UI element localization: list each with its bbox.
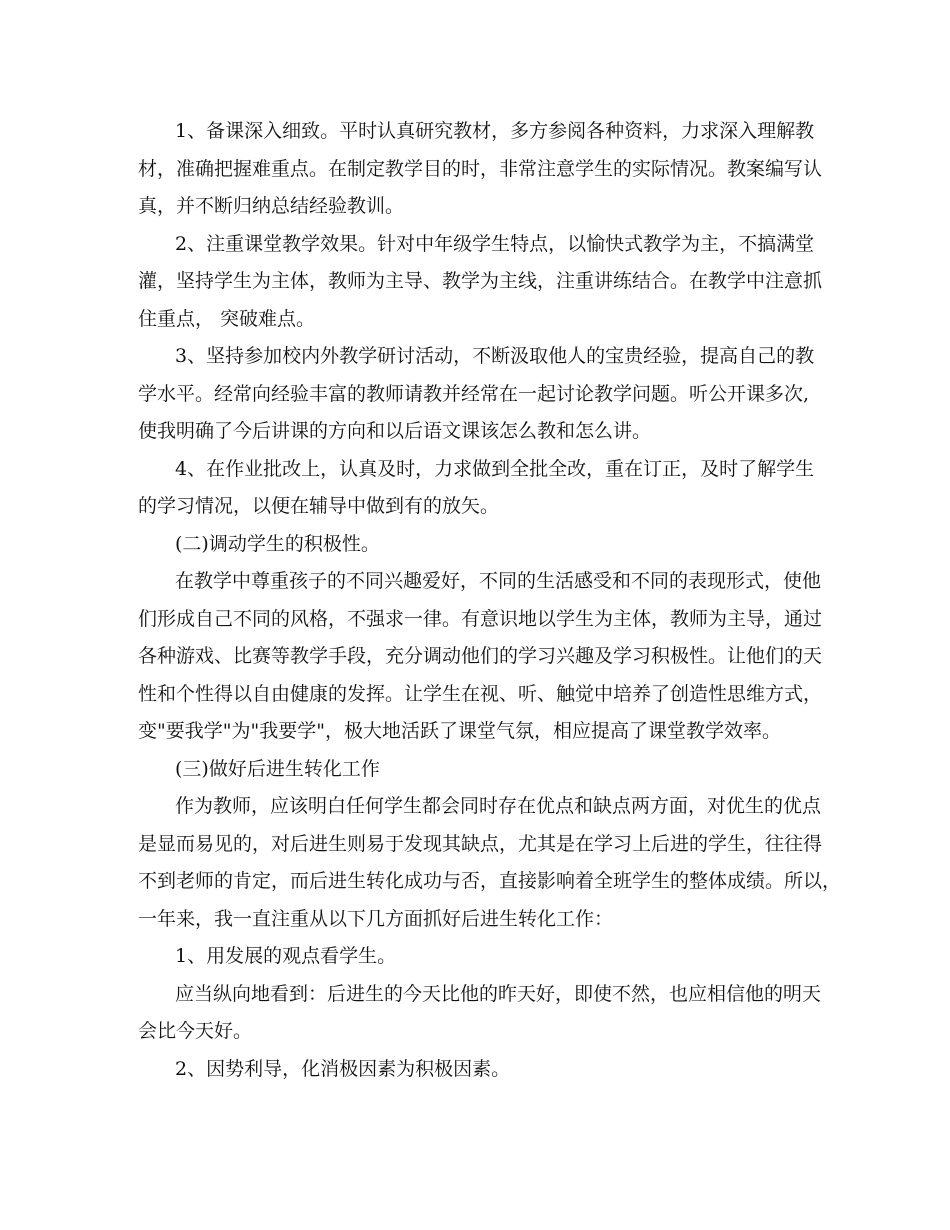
paragraph-6-line-2: 们形成自己不同的风格，不强求一律。有意识地以学生为主体，教师为主导，通过 [138,608,823,630]
paragraph-8-line-3: 不到老师的肯定，而后进生转化成功与否，直接影响着全班学生的整体成绩。所以， [138,870,842,892]
paragraph-4-line-1: 4、在作业批改上，认真及时，力求做到全批全改，重在订正，及时了解学生 [175,458,815,480]
paragraph-1-line-3: 真，并不断归纳总结经验教训。 [138,195,405,217]
paragraph-6-line-4: 性和个性得以自由健康的发挥。让学生在视、听、触觉中培养了创造性思维方式， [138,683,823,705]
paragraph-10-line-1: 应当纵向地看到：后进生的今天比他的昨天好，即使不然，也应相信他的明天 [175,983,822,1005]
paragraph-8-line-1: 作为教师，应该明白任何学生都会同时存在优点和缺点两方面，对优生的优点 [175,795,822,817]
paragraph-4-line-2: 的学习情况，以便在辅导中做到有的放矢。 [138,495,500,517]
paragraph-2-line-3: 住重点， 突破难点。 [138,308,316,330]
section-heading-2: (二)调动学生的积极性。 [175,533,380,555]
paragraph-1-line-2: 材，准确把握难重点。在制定教学目的时，非常注意学生的实际情况。教案编写认 [138,158,823,180]
section-heading-3: (三)做好后进生转化工作 [175,758,380,780]
paragraph-9-line-1: 1、用发展的观点看学生。 [175,945,397,967]
paragraph-8-line-2: 是显而易见的，对后进生则易于发现其缺点，尤其是在学习上后进的学生，往往得 [138,833,823,855]
paragraph-6-line-1: 在教学中尊重孩子的不同兴趣爱好，不同的生活感受和不同的表现形式，使他 [175,570,822,592]
paragraph-8-line-4: 一年来，我一直注重从以下几方面抓好后进生转化工作： [138,908,614,930]
paragraph-6-line-5: 变"要我学"为"我要学"，极大地活跃了课堂气氛，相应提高了课堂教学效率。 [138,720,781,742]
paragraph-3-line-2: 学水平。经常向经验丰富的教师请教并经常在一起讨论教学问题。听公开课多次, [138,383,810,405]
paragraph-10-line-2: 会比今天好。 [138,1020,253,1042]
paragraph-2-line-2: 灌，坚持学生为主体，教师为主导、教学为主线，注重讲练结合。在教学中注意抓 [138,270,823,292]
paragraph-1-line-1: 1、备课深入细致。平时认真研究教材，多方参阅各种资料，力求深入理解教 [175,120,815,142]
paragraph-2-line-1: 2、注重课堂教学效果。针对中年级学生特点，以愉快式教学为主，不搞满堂 [175,233,815,255]
paragraph-3-line-3: 使我明确了今后讲课的方向和以后语文课该怎么教和怎么讲。 [138,420,652,442]
paragraph-3-line-1: 3、坚持参加校内外教学研讨活动，不断汲取他人的宝贵经验，提高自己的教 [175,345,815,367]
paragraph-6-line-3: 各种游戏、比赛等教学手段，充分调动他们的学习兴趣及学习积极性。让他们的天 [138,645,823,667]
paragraph-11-line-1: 2、因势利导，化消极因素为积极因素。 [175,1058,511,1080]
